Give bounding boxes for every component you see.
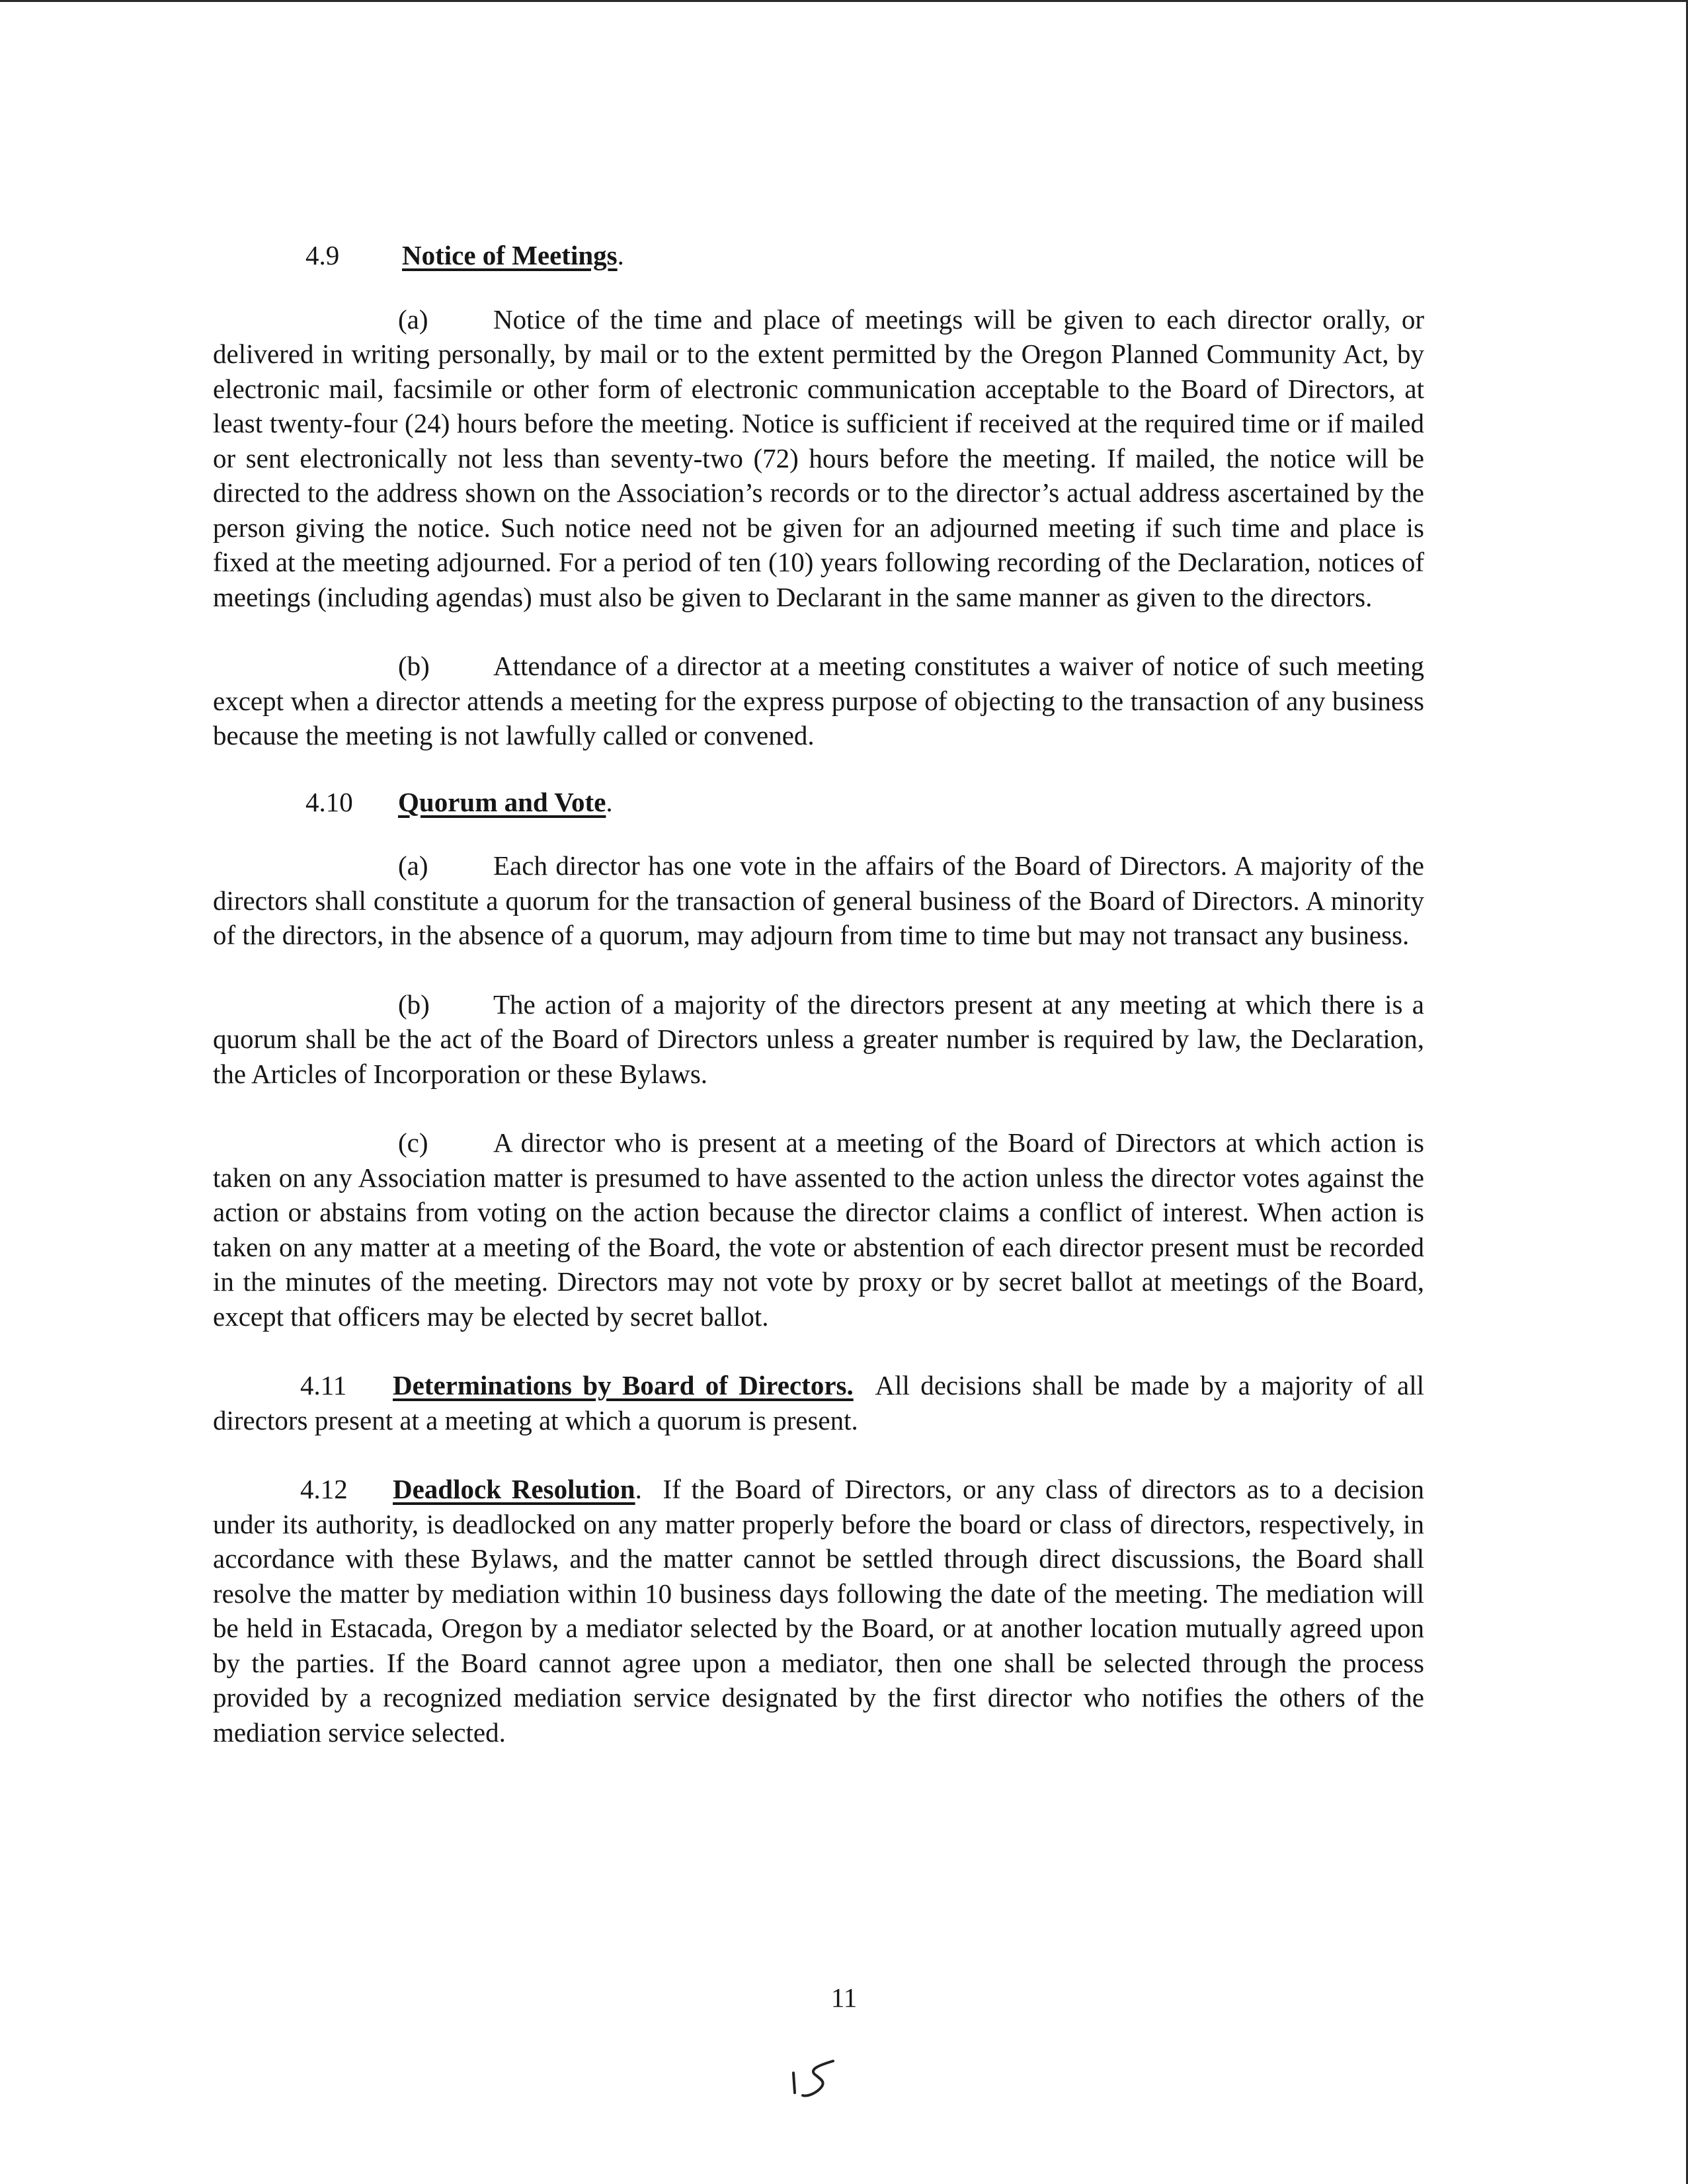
paragraph-4-10-b — [213, 987, 1424, 1092]
paragraph-4-10-a — [213, 848, 1424, 953]
section-title-period: . — [617, 240, 624, 270]
paragraph-4-10-c — [213, 1125, 1424, 1334]
section-title: Notice of Meetings — [402, 240, 618, 270]
section-title-period: . — [635, 1474, 642, 1504]
paragraph-4-9-a — [213, 302, 1424, 615]
section-number: 4.12 — [300, 1474, 348, 1504]
section-title-period: . — [606, 786, 613, 817]
subsection-label: (b) — [398, 651, 430, 681]
paragraph-text: Each director has one vote in the affairs of the Board of Directors. A majority of the directors shall constitute a quorum for the transaction of general business of the Board of Directors. A minority of the directors, in the absence of a quorum, may adjourn from time to time but may not transact any business. — [213, 850, 1424, 950]
paragraph-text: Notice of the time and place of meetings will be given to each director orally, or delivered in writing personally, by mail or to the extent permitted by the Oregon Planned Community Act, by electronic mail, facsimile or other form of electronic communication acceptable to the Board of Directors, at least twenty-four (24) hours before the meeting. Notice is sufficient if received at the required time or if mailed or sent electronically not less than seventy-two (72) hours before the meeting. If mailed, the notice will be directed to the address shown on the Association’s records or to the director’s actual address ascertained by the person giving the notice. Such notice need not be given for an adjourned meeting if such time and place is fixed at the meeting adjourned. For a period of ten (10) years following recording of the Declaration, notices of meetings (including agendas) must also be given to Declarant in the same manner as given to the directors. — [213, 303, 1424, 612]
subsection-label: (b) — [398, 989, 430, 1020]
paragraph-text: The action of a majority of the directors present at any meeting at which there is a quorum shall be the act of the Board of Directors unless a greater number is required by law, the Declaration, the Articles of Incorporation or these Bylaws. — [213, 989, 1424, 1089]
paragraph-4-9-b — [213, 649, 1424, 753]
paragraph-text: Attendance of a director at a meeting constitutes a waiver of notice of such meeting except when a director attends a meeting for the express purpose of objecting to the transaction of any business because the meeting is not lawfully called or convened. — [213, 651, 1424, 750]
page-number: 11 — [830, 1982, 858, 2013]
section-title: Determinations by Board of Directors. — [393, 1370, 854, 1400]
section-heading-4-9 — [305, 238, 1424, 273]
paragraph-4-12 — [213, 1472, 1424, 1750]
section-title: Deadlock Resolution — [393, 1474, 635, 1504]
document-body — [213, 238, 1424, 1750]
paragraph-text: If the Board of Directors, or any class of directors as to a decision under its authority, is deadlocked on any matter properly before the board or class of directors, respectively, in accordance with these Bylaws, and the matter cannot be settled through direct discussions, the Board shall resolve the matter by mediation within 10 business days following the date of the meeting. The mediation will be held in Estacada, Oregon by a mediator selected by the Board, or at another location mutually agreed upon by the parties. If the Board cannot agree upon a mediator, then one shall be selected through the process provided by a recognized mediation service designated by the first director who notifies the others of the mediation service selected. — [213, 1474, 1424, 1748]
section-title: Quorum and Vote — [398, 786, 606, 817]
section-number: 4.11 — [300, 1370, 347, 1400]
section-number: 4.10 — [305, 786, 353, 817]
subsection-label: (a) — [398, 850, 428, 881]
paragraph-text: A director who is present at a meeting of the Board of Directors at which action is taken on any Association matter is presumed to have assented to the action unless the director votes against the action or abstains from voting on the action because the director claims a conflict of interest. When action is taken on any matter at a meeting of the Board, the vote or abstention of each director present must be recorded in the minutes of the meeting. Directors may not vote by proxy or by secret ballot at meetings of the Board, except that officers may be elected by secret ballot. — [213, 1127, 1424, 1332]
section-number: 4.9 — [305, 240, 340, 270]
subsection-label: (a) — [398, 303, 428, 335]
section-heading-4-10 — [305, 785, 1424, 820]
handwritten-mark-icon — [780, 2046, 853, 2106]
page-edge-top — [0, 0, 1688, 2]
paragraph-4-11 — [213, 1368, 1424, 1437]
paragraph-text: All decisions shall be made by a majority of all directors present at a meeting at which a quorum is present. — [213, 1370, 1424, 1436]
subsection-label: (c) — [398, 1127, 428, 1158]
